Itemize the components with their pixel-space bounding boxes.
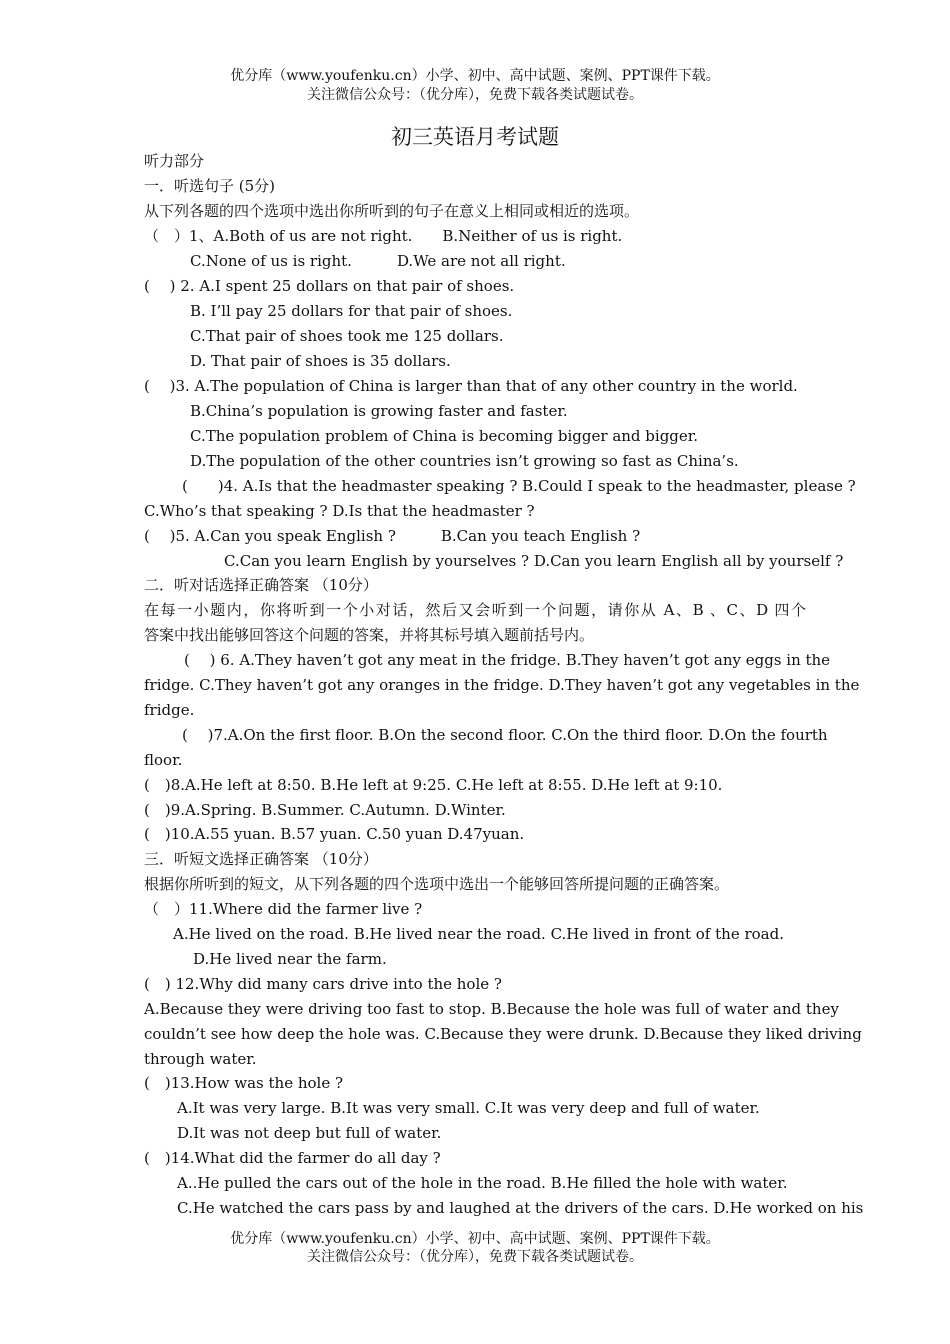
question-13-option-d: D.It was not deep but full of water. <box>177 1124 442 1142</box>
question-4: ( )4. A.Is that the headmaster speaking ? B.Could I speak to the headmaster, please ? <box>182 477 856 495</box>
question-11-options: A.He lived on the road. B.He lived near the road. C.He lived in front of the road. <box>173 925 784 943</box>
question-14-options-2: C.He watched the cars pass by and laughed at the drivers of the cars. D.He worked on his <box>177 1199 864 1217</box>
part3-heading: 三．听短文选择正确答案 （10分） <box>144 850 378 868</box>
question-2-option-b: B. I’ll pay 25 dollars for that pair of shoes. <box>190 302 513 320</box>
question-12-line-3: couldn’t see how deep the hole was. C.Because they were drunk. D.Because they liked driving <box>144 1025 862 1043</box>
footer-line-2: 关注微信公众号：（优分库），免费下载各类试题试卷。 <box>307 1249 643 1265</box>
footer-line-1: 优分库（www.youfenku.cn）小学、初中、高中试题、案例、PPT课件下载。 <box>230 1231 720 1247</box>
page-title: 初三英语月考试题 <box>391 125 559 149</box>
question-2-option-c: C.That pair of shoes took me 125 dollars. <box>190 327 504 345</box>
part3-instruction: 根据你所听到的短文，从下列各题的四个选项中选出一个能够回答所提问题的正确答案。 <box>144 875 730 893</box>
question-3: ( )3. A.The population of China is larger than that of any other country in the world. <box>144 377 798 395</box>
header-line-2: 关注微信公众号：（优分库），免费下载各类试题试卷。 <box>307 87 643 103</box>
part2-instruction-line-2: 答案中找出能够回答这个问题的答案，并将其标号填入题前括号内。 <box>144 626 595 644</box>
part2-heading: 二．听对话选择正确答案 （10分） <box>144 576 378 594</box>
question-8: ( )8.A.He left at 8:50. B.He left at 9:25. C.He left at 8:55. D.He left at 9:10. <box>144 776 723 794</box>
question-14: ( )14.What did the farmer do all day ? <box>144 1149 441 1167</box>
section-listening: 听力部分 <box>144 152 205 170</box>
part1-instruction: 从下列各题的四个选项中选出你所听到的句子在意义上相同或相近的选项。 <box>144 202 640 220</box>
question-10: ( )10.A.55 yuan. B.57 yuan. C.50 yuan D.47yuan. <box>144 825 525 843</box>
question-2-option-d: D. That pair of shoes is 35 dollars. <box>190 352 451 370</box>
question-6-line-2: fridge. C.They haven’t got any oranges in the fridge. D.They haven’t got any vegetables in the <box>144 676 860 694</box>
question-12-line-2: A.Because they were driving too fast to stop. B.Because the hole was full of water and they <box>144 1000 839 1018</box>
question-13: ( )13.How was the hole ? <box>144 1074 344 1092</box>
question-1-options: C.None of us is right. D.We are not all right. <box>190 252 566 270</box>
question-3-option-b: B.China’s population is growing faster and faster. <box>190 402 568 420</box>
question-7-line-2: floor. <box>144 751 183 769</box>
header-line-1: 优分库（www.youfenku.cn）小学、初中、高中试题、案例、PPT课件下载。 <box>230 68 720 84</box>
question-9: ( )9.A.Spring. B.Summer. C.Autumn. D.Winter. <box>144 801 506 819</box>
question-1: （ ）1、A.Both of us are not right. B.Neither of us is right. <box>144 227 623 245</box>
question-11: （ ）11.Where did the farmer live ? <box>144 900 423 918</box>
question-12: ( ) 12.Why did many cars drive into the hole ? <box>144 975 502 993</box>
part1-heading: 一．听选句子 (5分) <box>144 177 276 195</box>
question-5-options: C.Can you learn English by yourselves ? D.Can you learn English all by yourself ? <box>224 552 844 570</box>
question-5: ( )5. A.Can you speak English ? B.Can you teach English ? <box>144 527 641 545</box>
question-6-line-3: fridge. <box>144 701 195 719</box>
question-4-options: C.Who’s that speaking ? D.Is that the headmaster ? <box>144 502 535 520</box>
question-3-option-d: D.The population of the other countries isn’t growing so fast as China’s. <box>190 452 739 470</box>
question-7: ( )7.A.On the first floor. B.On the second floor. C.On the third floor. D.On the fourth <box>182 726 828 744</box>
question-6: ( ) 6. A.They haven’t got any meat in the fridge. B.They haven’t got any eggs in the <box>184 651 831 669</box>
question-12-line-4: through water. <box>144 1050 257 1068</box>
question-11-option-d: D.He lived near the farm. <box>193 950 387 968</box>
part2-instruction-line-1: 在每一小题内，你将听到一个小对话，然后又会听到一个问题，请你从 A、B 、C、D 四个 <box>144 601 806 619</box>
question-2: ( ) 2. A.I spent 25 dollars on that pair of shoes. <box>144 277 515 295</box>
question-13-options: A.It was very large. B.It was very small. C.It was very deep and full of water. <box>177 1099 760 1117</box>
question-3-option-c: C.The population problem of China is becoming bigger and bigger. <box>190 427 699 445</box>
question-14-options: A..He pulled the cars out of the hole in the road. B.He filled the hole with water. <box>177 1174 788 1192</box>
